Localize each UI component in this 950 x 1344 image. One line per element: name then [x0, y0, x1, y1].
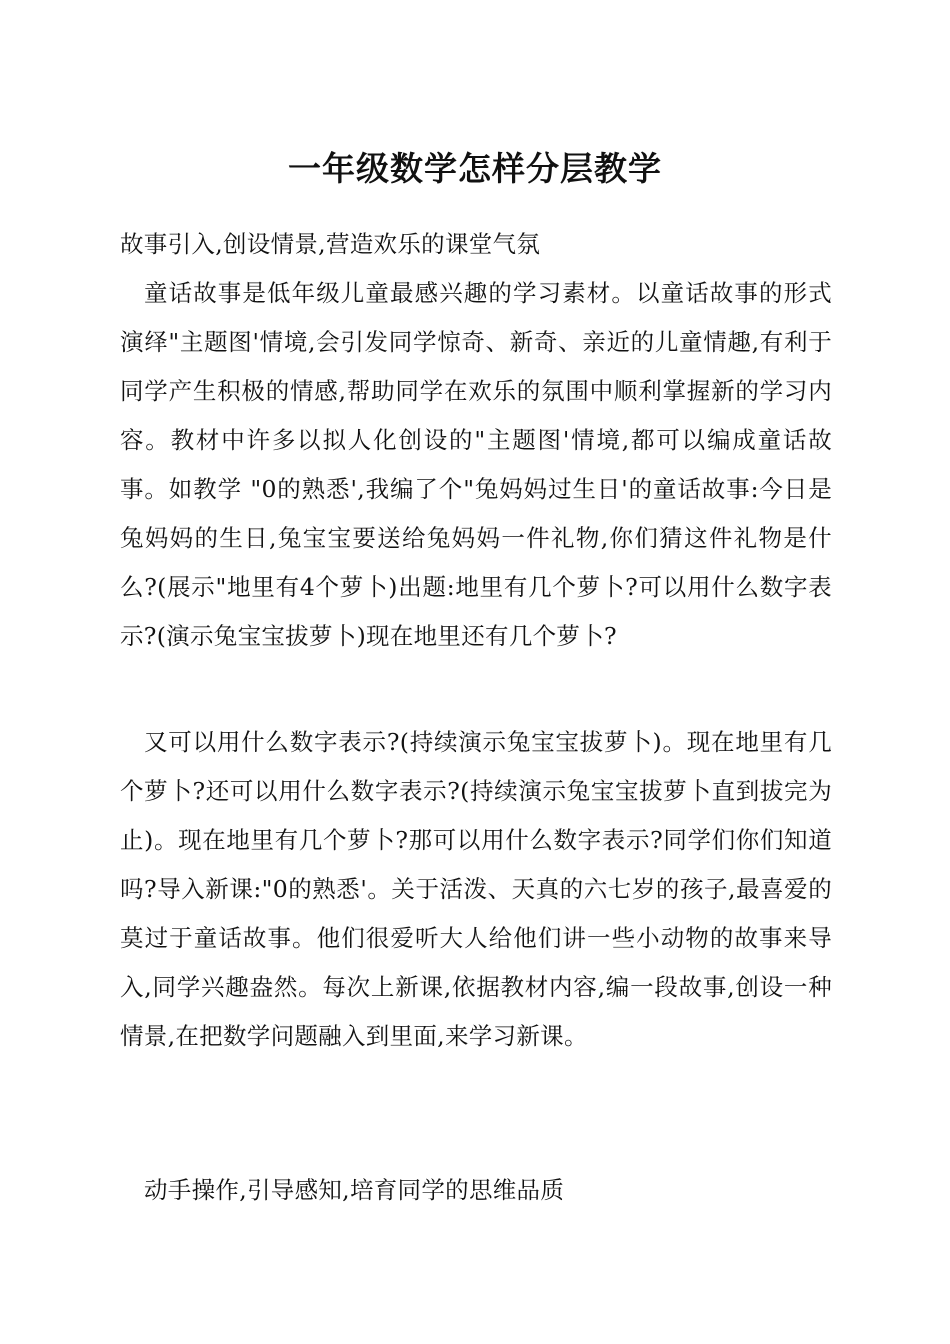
paragraph-fairy-tale: 童话故事是低年级儿童最感兴趣的学习素材。以童话故事的形式演绎"主题图'情境,会引发同学惊奇、新奇、亲近的儿童情趣,有利于同学产生积极的情感,帮助同学在欢乐的氛围中顺利掌握新的学习内容。教材中许多以拟人化创设的"主题图'情境,都可以编成童话故事。如教学 "0的熟悉',我编了个"兔妈妈过生日'的童话故事:今日是兔妈妈的生日,兔宝宝要送给兔妈妈一件礼物,你们猜这件礼物是什么?(展示"地里有4个萝卜)出题:地里有几个萝卜?可以用什么数字表示?(演示兔宝宝拔萝卜)现在地里还有几个萝卜?	[120, 279, 832, 650]
document-title: 一年级数学怎样分层教学	[288, 149, 662, 188]
section-heading-story-intro: 故事引入,创设情景,营造欢乐的课堂气氛	[120, 230, 541, 258]
paragraph-continue-demo: 又可以用什么数字表示?(持续演示兔宝宝拔萝卜)。现在地里有几个萝卜?还可以用什么数字表示?(持续演示兔宝宝拔萝卜直到拔完为止)。现在地里有几个萝卜?那可以用什么数字表示?同学们你们知道吗?导入新课:"0的熟悉'。关于活泼、天真的六七岁的孩子,最喜爱的莫过于童话故事。他们很爱听大人给他们讲一些小动物的故事来导入,同学兴趣盎然。每次上新课,依据教材内容,编一段故事,创设一种情景,在把数学问题融入到里面,来学习新课。	[120, 728, 832, 1050]
section-heading-hands-on: 动手操作,引导感知,培育同学的思维品质	[144, 1176, 565, 1204]
